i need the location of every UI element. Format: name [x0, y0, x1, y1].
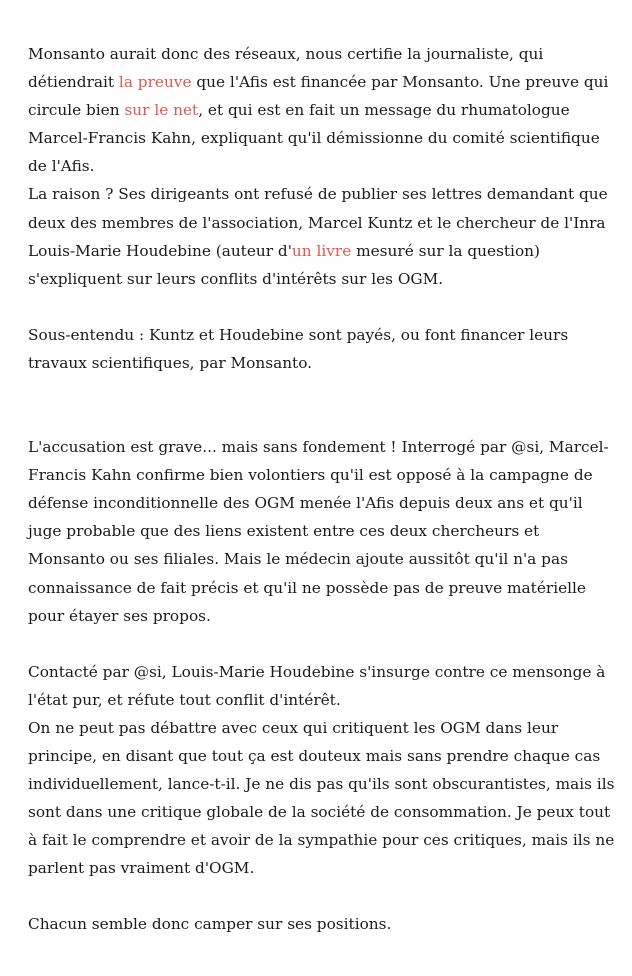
- spacer: [28, 377, 618, 433]
- paragraph-sous-entendu: Sous-entendu : Kuntz et Houdebine sont payés, ou font financer leurs travaux scientifiques, par Monsanto.: [28, 325, 569, 372]
- paragraph-text: , et qui est en fait un message du rhumatologue Marcel-Francis Kahn, expliquant qu'il démissionne du comité scientifique de l'Afis.: [28, 101, 600, 176]
- paragraph-text: que l'Afis est financée par Monsanto. Une preuve qui circule bien: [28, 73, 609, 120]
- paragraph-conclusion: Chacun semble donc camper sur ses positions.: [28, 915, 392, 934]
- paragraph-accusation: L'accusation est grave... mais sans fondement ! Interrogé par @si, Marcel-Francis Kahn confirme bien volontiers qu'il est opposé à la campagne de défense inconditionnelle des OGM menée l'Afis depuis deux ans et qu'il juge probable que des liens existent entre ces deux chercheurs et Monsanto ou ses filiales. Mais le médecin ajoute aussitôt qu'il n'a pas connaissance de fait précis et qu'il ne possède pas de preuve matérielle pour étayer ses propos.: [28, 438, 609, 625]
- paragraph-quote-houdebine: On ne peut pas débattre avec ceux qui critiquent les OGM dans leur principe, en disant que tout ça est douteux mais sans prendre chaque cas individuellement, lance-t-il. Je ne dis pas qu'ils sont obscurantistes, mais ils sont dans une critique globale de la société de consommation. Je peux tout à fait le comprendre et avoir de la sympathie pour ces critiques, mais ils ne parlent pas vraiment d'OGM.: [28, 718, 615, 878]
- link-un-livre[interactable]: un livre: [291, 241, 352, 260]
- spacer: [28, 293, 618, 321]
- link-la-preuve[interactable]: la preuve: [118, 73, 192, 92]
- spacer: [28, 882, 618, 910]
- paragraph-contacte: Contacté par @si, Louis-Marie Houdebine s'insurge contre ce mensonge à l'état pur, et réfute tout conflit d'intérêt.: [28, 662, 606, 709]
- article-body: [28, 40, 618, 939]
- spacer: [28, 630, 618, 658]
- paragraph-text: mesuré sur la question) s'expliquent sur leurs conflits d'intérêts sur les OGM.: [28, 241, 540, 288]
- paragraph-monsanto-networks: [28, 40, 618, 180]
- paragraph-text: La raison ? Ses dirigeants ont refusé de publier ses lettres demandant que deux des membres de l'association, Marcel Kuntz et le chercheur de l'Inra Louis-Marie Houdebine (auteur d': [28, 185, 608, 260]
- paragraph-la-raison: [28, 180, 618, 292]
- link-sur-le-net[interactable]: sur le net: [124, 101, 199, 120]
- paragraph-text: Monsanto aurait donc des réseaux, nous certifie la journaliste, qui détiendrait: [28, 45, 544, 92]
